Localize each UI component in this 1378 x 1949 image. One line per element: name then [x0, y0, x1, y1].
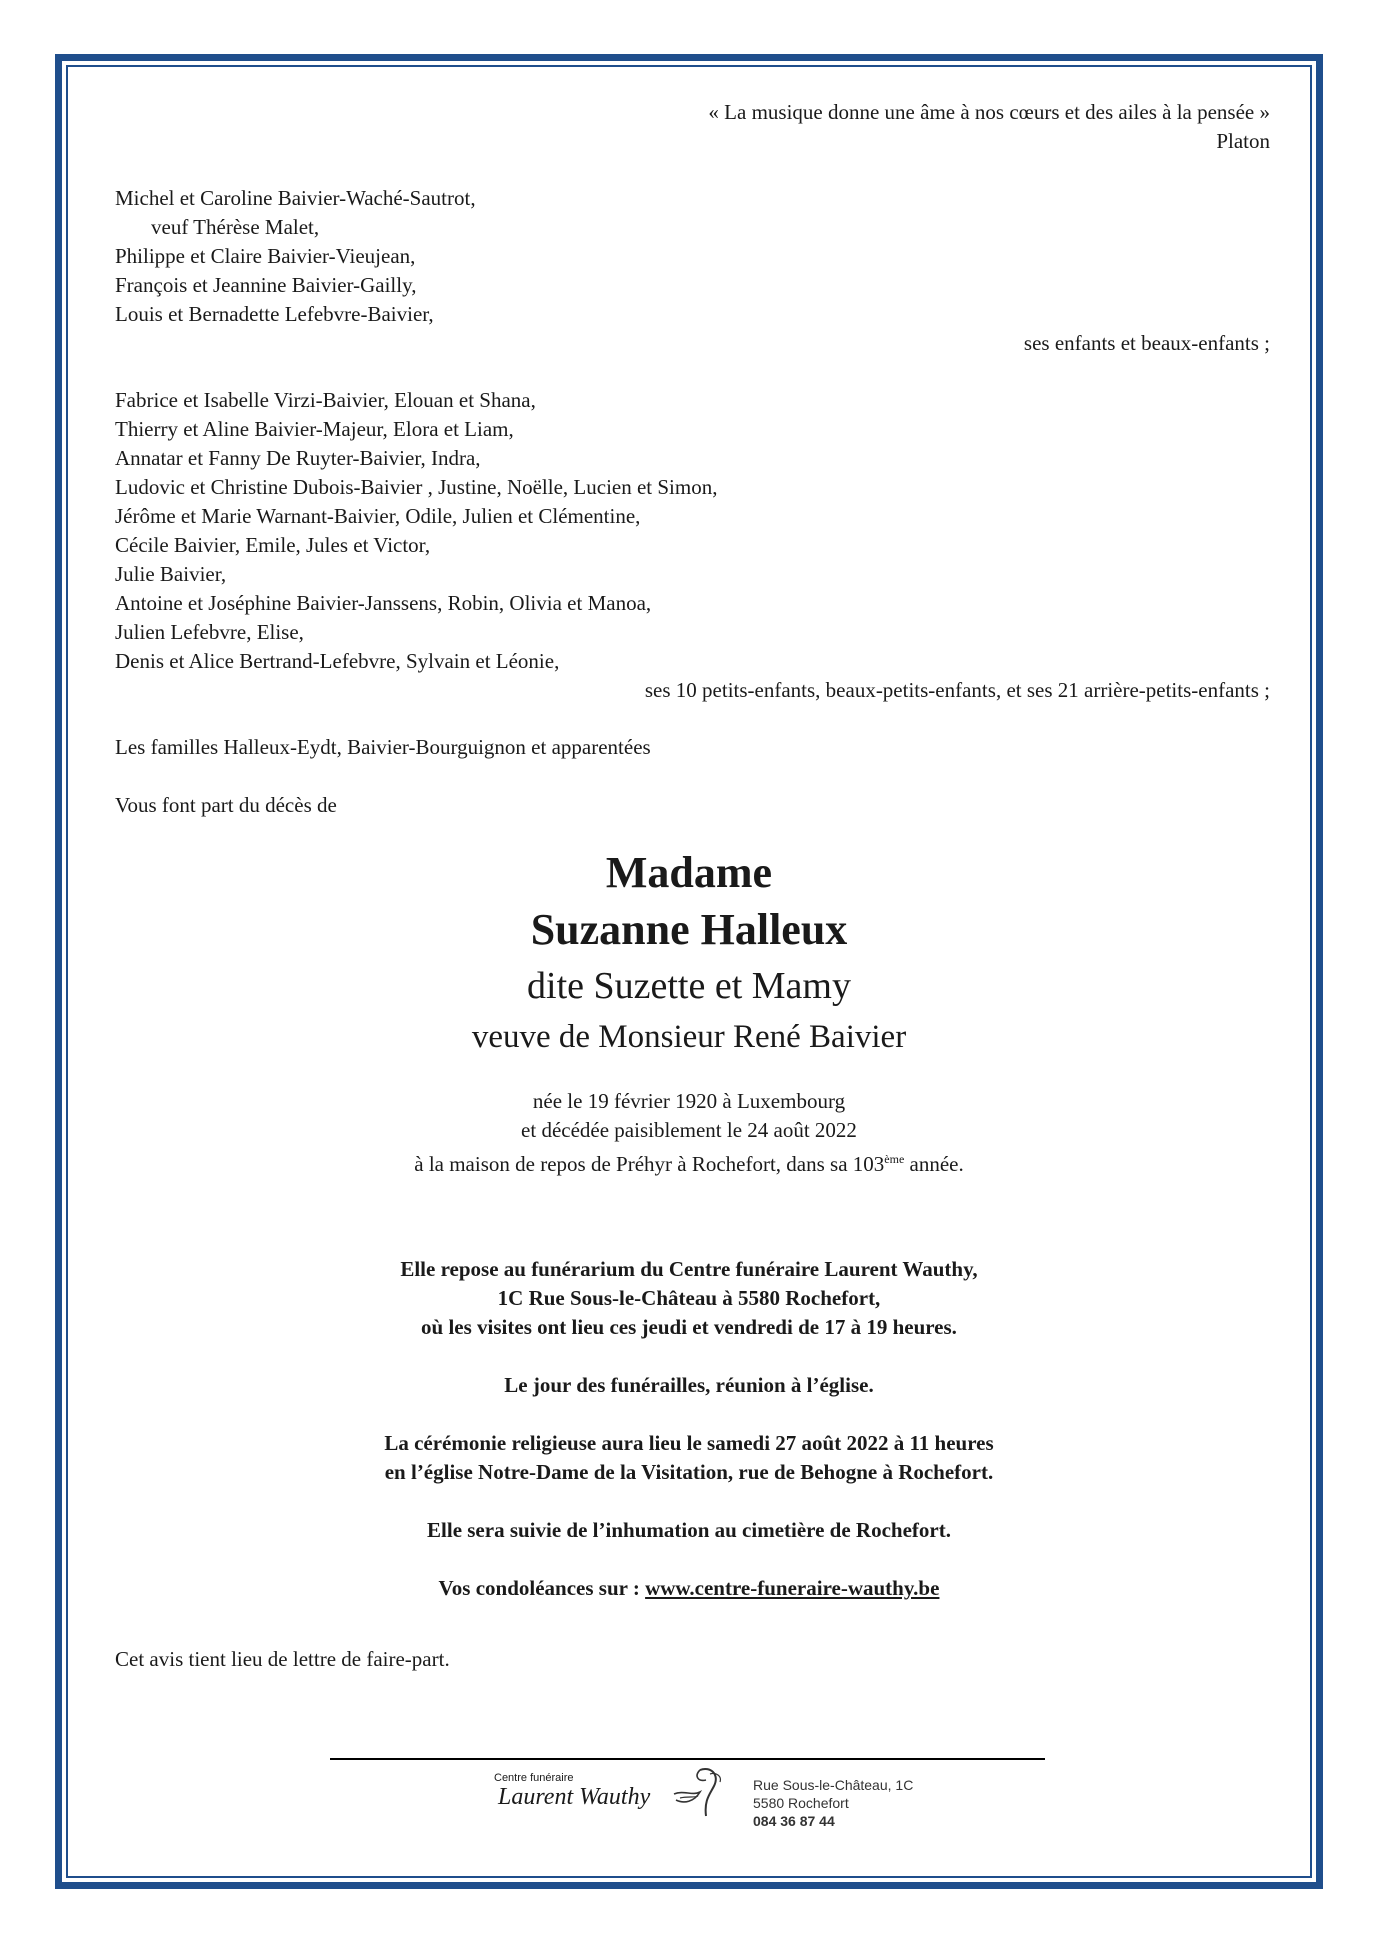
address-line-2: 5580 Rochefort [753, 1795, 849, 1811]
deceased-name: Suzanne Halleux [530, 905, 848, 954]
list-item: Julie Baivier, [115, 562, 227, 586]
logo-bird-icon [670, 1764, 730, 1826]
meeting-line: Le jour des funérailles, réunion à l’église. [504, 1373, 874, 1397]
ceremony-line-2: en l’église Notre-Dame de la Visitation, rue de Behogne à Rochefort. [384, 1460, 994, 1484]
list-item: Julien Lefebvre, Elise, [115, 620, 304, 644]
repose-line-2: 1C Rue Sous-le-Château à 5580 Rochefort, [497, 1286, 881, 1310]
list-item: Philippe et Claire Baivier-Vieujean, [115, 244, 416, 268]
list-item: François et Jeannine Baivier-Gailly, [115, 273, 417, 297]
condolences-link[interactable]: www.centre-funeraire-wauthy.be [645, 1576, 940, 1600]
list-item: Louis et Bernadette Lefebvre-Baivier, [115, 302, 434, 326]
list-item: Jérôme et Marie Warnant-Baivier, Odile, Julien et Clémentine, [115, 504, 641, 528]
list-item: Cécile Baivier, Emile, Jules et Victor, [115, 533, 431, 557]
birth-line: née le 19 février 1920 à Luxembourg [532, 1089, 846, 1113]
repose-line-1: Elle repose au funérarium du Centre funéraire Laurent Wauthy, [400, 1257, 978, 1281]
deceased-spouse: veuve de Monsieur René Baivier [471, 1019, 907, 1055]
list-item: veuf Thérèse Malet, [151, 215, 320, 239]
phone-number: 084 36 87 44 [753, 1813, 835, 1829]
list-item: Thierry et Aline Baivier-Majeur, Elora et Liam, [115, 417, 514, 441]
repose-line-3: où les visites ont lieu ces jeudi et vendredi de 17 à 19 heures. [421, 1315, 957, 1339]
condolences-line [66, 1574, 1312, 1603]
list-item: Annatar et Fanny De Ruyter-Baivier, Indra, [115, 446, 481, 470]
death-line: et décédée paisiblement le 24 août 2022 [521, 1118, 857, 1142]
list-item: Antoine et Joséphine Baivier-Janssens, Robin, Olivia et Manoa, [115, 591, 652, 615]
condolences-label: Vos condoléances sur : [438, 1576, 646, 1600]
logo-name: Laurent Wauthy [498, 1784, 651, 1810]
place-line [66, 1145, 1312, 1179]
list-item: Ludovic et Christine Dubois-Baivier , Justine, Noëlle, Lucien et Simon, [115, 475, 718, 499]
footer-address [753, 1776, 913, 1830]
deceased-title: Madame [605, 848, 773, 897]
list-item: Denis et Alice Bertrand-Lefebvre, Sylvain et Léonie, [115, 649, 560, 673]
place-tail: année. [904, 1152, 964, 1176]
ceremony-line-1: La cérémonie religieuse aura lieu le samedi 27 août 2022 à 11 heures [384, 1431, 994, 1455]
burial-line: Elle sera suivie de l’inhumation au cimetière de Rochefort. [427, 1518, 951, 1542]
families-line: Les familles Halleux-Eydt, Baivier-Bourguignon et apparentées [115, 735, 651, 759]
address-line-1: Rue Sous-le-Château, 1C [753, 1777, 914, 1793]
grandchildren-role: ses 10 petits-enfants, beaux-petits-enfants, et ses 21 arrière-petits-enfants ; [644, 678, 1270, 702]
quote-text: « La musique donne une âme à nos cœurs et des ailes à la pensée » [708, 100, 1270, 124]
list-item: Michel et Caroline Baivier-Waché-Sautrot, [115, 186, 476, 210]
grandchildren-list [115, 386, 717, 676]
list-item: Fabrice et Isabelle Virzi-Baivier, Elouan et Shana, [115, 388, 536, 412]
children-role: ses enfants et beaux-enfants ; [1023, 331, 1270, 355]
footer-divider [330, 1758, 1045, 1760]
logo-small-text: Centre funéraire [494, 1772, 574, 1784]
deceased-nickname: dite Suzette et Mamy [527, 965, 851, 1007]
place-text: à la maison de repos de Préhyr à Rochefort, dans sa 103 [414, 1152, 885, 1176]
announce-line: Vous font part du décès de [115, 793, 337, 817]
place-ordinal: ème [884, 1152, 905, 1166]
closing-line: Cet avis tient lieu de lettre de faire-part. [115, 1647, 450, 1671]
children-list [115, 184, 476, 329]
quote-author: Platon [1216, 129, 1270, 153]
